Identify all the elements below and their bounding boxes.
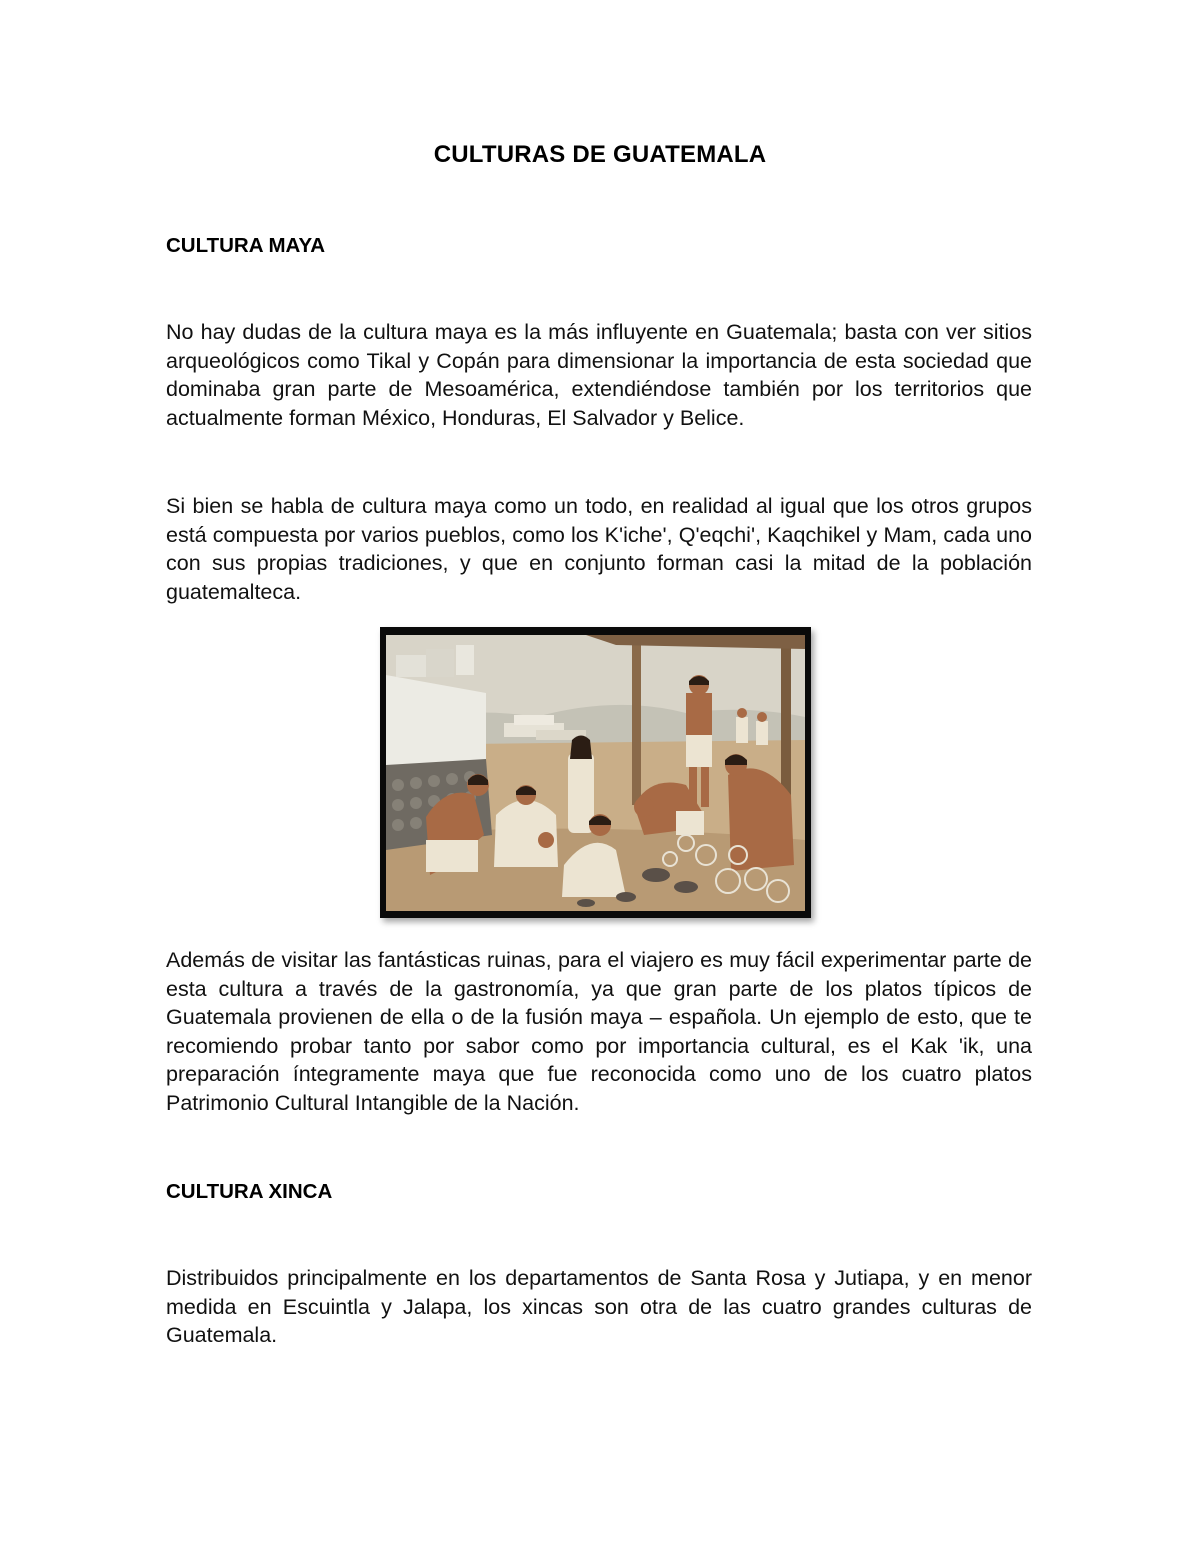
section-heading-maya: CULTURA MAYA (166, 234, 326, 257)
section-heading-xinca: CULTURA XINCA (166, 1180, 333, 1203)
paragraph-maya-3: Además de visitar las fantásticas ruinas, para el viajero es muy fácil experimentar parte de esta cultura a través de la gastronomía, ya que gran parte de los platos típicos de Guatemala provienen de ella o de la fusión maya – española. Un ejemplo de esto, que te recomiendo probar tanto por sabor como por importancia cultural, es el Kak 'ik, una preparación íntegramente maya que fue reconocida como uno de los cuatro platos Patrimonio Cultural Intangible de la Nación. (166, 948, 1032, 1115)
mural-painting-icon (386, 635, 805, 911)
maya-mural-image (380, 627, 811, 918)
document-title: CULTURAS DE GUATEMALA (433, 141, 767, 168)
paragraph-maya-1: No hay dudas de la cultura maya es la más influyente en Guatemala; basta con ver sitios arqueológicos como Tikal y Copán para dimensionar la importancia de esta sociedad que dominaba gran parte de Mesoamérica, extendiéndose también por los territorios que actualmente forman México, Honduras, El Salvador y Belice. (166, 320, 1032, 430)
paragraph-maya-2: Si bien se habla de cultura maya como un todo, en realidad al igual que los otros grupos está compuesta por varios pueblos, como los K'iche', Q'eqchi', Kaqchikel y Mam, cada uno con sus propias tradiciones, y que en conjunto forman casi la mitad de la población guatemalteca. (166, 494, 1032, 604)
paragraph-xinca-1: Distribuidos principalmente en los departamentos de Santa Rosa y Jutiapa, y en menor medida en Escuintla y Jalapa, los xincas son otra de las cuatro grandes culturas de Guatemala. (166, 1266, 1032, 1348)
